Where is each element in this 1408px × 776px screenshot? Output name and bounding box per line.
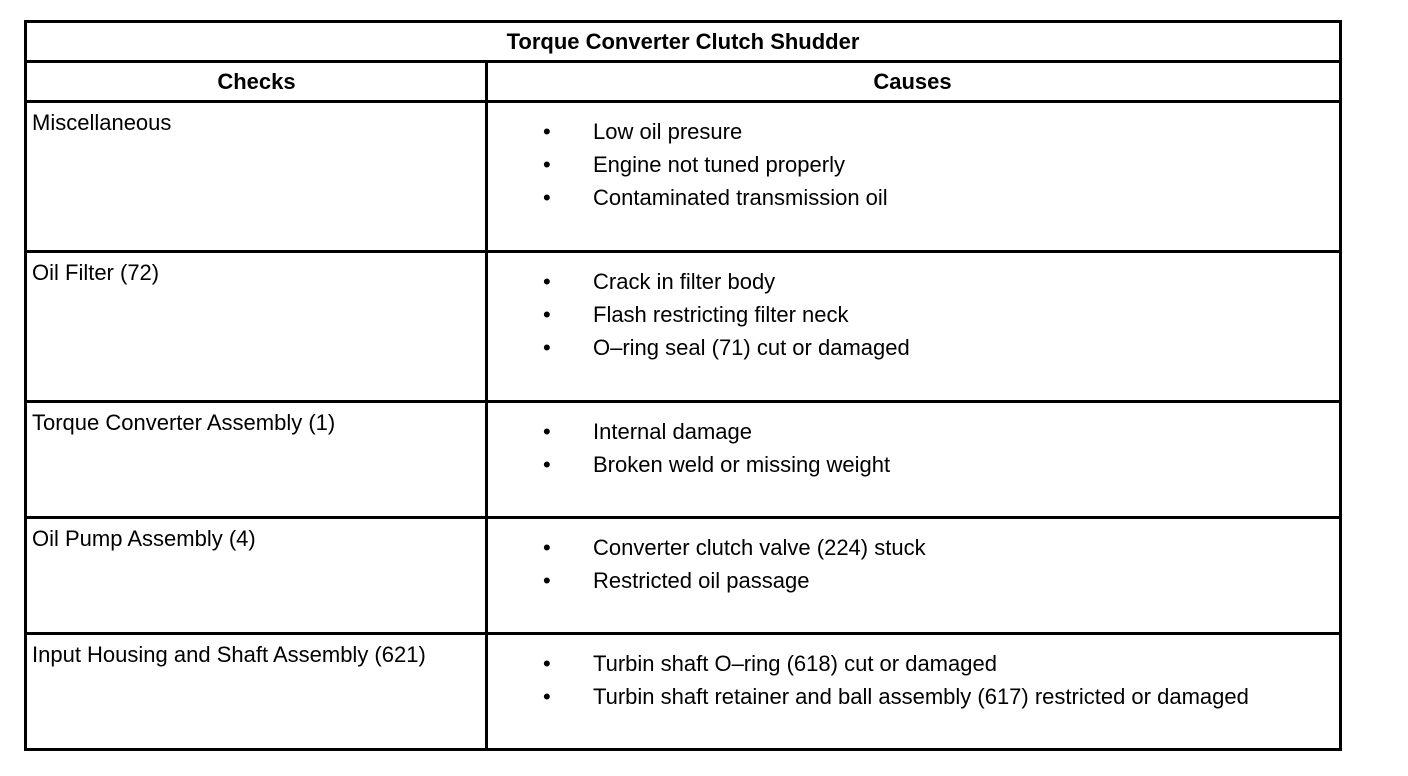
cause-text: Internal damage bbox=[593, 419, 752, 444]
bullet-icon: • bbox=[543, 119, 551, 144]
list-item bbox=[533, 448, 890, 481]
list-item bbox=[533, 181, 888, 214]
cause-text: Flash restricting filter neck bbox=[593, 302, 849, 327]
table-row bbox=[27, 519, 1339, 635]
cause-text: Converter clutch valve (224) stuck bbox=[593, 535, 926, 560]
bullet-icon: • bbox=[543, 568, 551, 593]
checks-column-header: Checks bbox=[217, 68, 296, 94]
table-header-row bbox=[27, 63, 1339, 103]
list-item bbox=[533, 531, 926, 564]
table-row bbox=[27, 403, 1339, 519]
table-row bbox=[27, 103, 1339, 253]
cause-text: Broken weld or missing weight bbox=[593, 452, 891, 477]
table-row bbox=[27, 635, 1339, 748]
table-row bbox=[27, 253, 1339, 403]
list-item bbox=[533, 115, 888, 148]
bullet-icon: • bbox=[543, 269, 551, 294]
check-cell: Input Housing and Shaft Assembly (621) bbox=[32, 642, 426, 667]
bullet-icon: • bbox=[543, 535, 551, 560]
list-item bbox=[533, 564, 926, 597]
check-cell: Oil Filter (72) bbox=[32, 260, 160, 285]
bullet-icon: • bbox=[543, 185, 551, 210]
causes-list bbox=[533, 531, 926, 597]
bullet-icon: • bbox=[543, 651, 551, 676]
list-item bbox=[533, 265, 910, 298]
cause-text: Engine not tuned properly bbox=[593, 152, 845, 177]
list-item bbox=[533, 298, 910, 331]
bullet-icon: • bbox=[543, 335, 551, 360]
list-item bbox=[533, 148, 888, 181]
causes-list bbox=[533, 415, 890, 481]
check-cell: Miscellaneous bbox=[32, 110, 172, 135]
cause-text: Turbin shaft retainer and ball assembly (617) restricted or damaged bbox=[593, 684, 1249, 709]
bullet-icon: • bbox=[543, 684, 551, 709]
list-item bbox=[533, 647, 1249, 680]
cause-text: Restricted oil passage bbox=[593, 568, 810, 593]
check-cell: Oil Pump Assembly (4) bbox=[32, 526, 256, 551]
troubleshooting-table bbox=[24, 20, 1342, 751]
bullet-icon: • bbox=[543, 419, 551, 444]
list-item bbox=[533, 680, 1249, 713]
causes-list bbox=[533, 265, 910, 364]
causes-list bbox=[533, 115, 888, 214]
cause-text: O–ring seal (71) cut or damaged bbox=[593, 335, 910, 360]
cause-text: Contaminated transmission oil bbox=[593, 185, 888, 210]
cause-text: Turbin shaft O–ring (618) cut or damaged bbox=[593, 651, 997, 676]
causes-list bbox=[533, 647, 1249, 713]
bullet-icon: • bbox=[543, 152, 551, 177]
list-item bbox=[533, 415, 890, 448]
list-item bbox=[533, 331, 910, 364]
cause-text: Low oil presure bbox=[593, 119, 743, 144]
bullet-icon: • bbox=[543, 302, 551, 327]
bullet-icon: • bbox=[543, 452, 551, 477]
check-cell: Torque Converter Assembly (1) bbox=[32, 410, 336, 435]
cause-text: Crack in filter body bbox=[593, 269, 776, 294]
causes-column-header: Causes bbox=[873, 68, 952, 94]
table-title: Torque Converter Clutch Shudder bbox=[27, 23, 1339, 63]
